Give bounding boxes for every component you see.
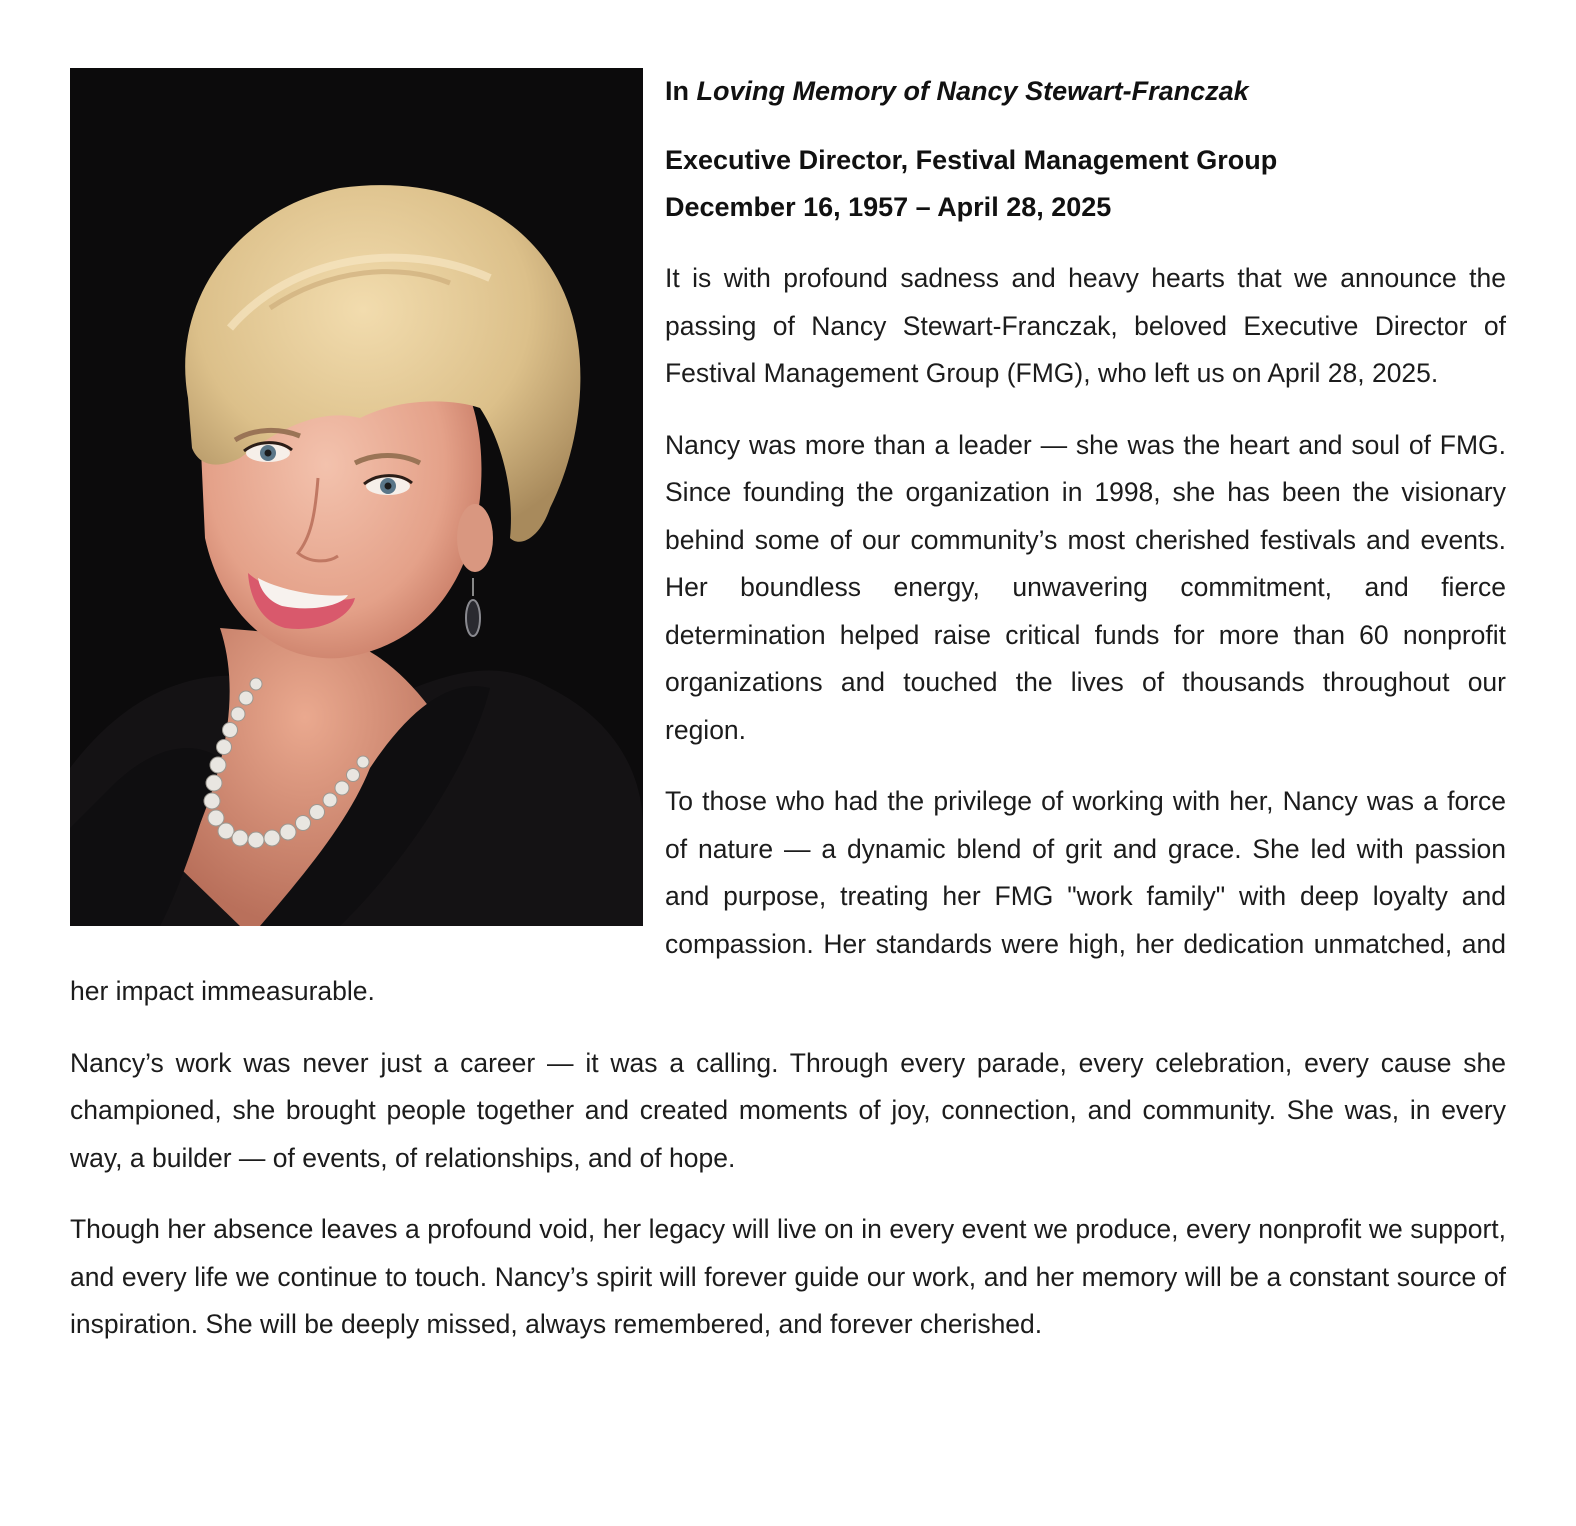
paragraph-announcement: It is with profound sadness and heavy hearts that we announce the passing of Nancy Stewart-Franczak, beloved Executive Director of Festival Management Group (FMG), who left us on April 28, 2025. [665, 263, 1506, 388]
role-title: Executive Director, Festival Management Group [665, 145, 1278, 175]
life-dates: December 16, 1957 – April 28, 2025 [665, 192, 1112, 222]
paragraph-leadership: Nancy was more than a leader — she was the heart and soul of FMG. Since founding the organization in 1998, she has been the visionary behind some of our community’s most cherished festivals and events. Her boundless energy, unwavering commitment, and fierce determination helped raise critical funds for more than 60 nonprofit organizations and touched the lives of thousands throughout our region. [665, 429, 1506, 745]
paragraph-force-of-nature: To those who had the privilege of working with her, Nancy was a force of nature — a dynamic blend of grit and grace. She led with passion and purpose, treating her FMG "work family" with deep loyalty and compassion. Her standards were high, her dedication unmatched, and her impact immeasurable. [70, 786, 1506, 1006]
memorial-title-name: Loving Memory of Nancy Stewart-Franczak [696, 76, 1249, 106]
memorial-page [70, 68, 1506, 1373]
paragraph-legacy: Though her absence leaves a profound void, her legacy will live on in every event we produce, every nonprofit we support, and every life we continue to touch. Nancy’s spirit will forever guide our work, and her memory will be a constant source of inspiration. She will be deeply missed, always remembered, and forever cherished. [70, 1214, 1506, 1339]
paragraph-calling: Nancy’s work was never just a career — it was a calling. Through every parade, every celebration, every cause she championed, she brought people together and created moments of joy, connection, and community. She was, in every way, a builder — of events, of relationships, and of hope. [70, 1047, 1506, 1173]
memorial-title-prefix: In [665, 76, 689, 106]
portrait-photo [70, 68, 643, 926]
